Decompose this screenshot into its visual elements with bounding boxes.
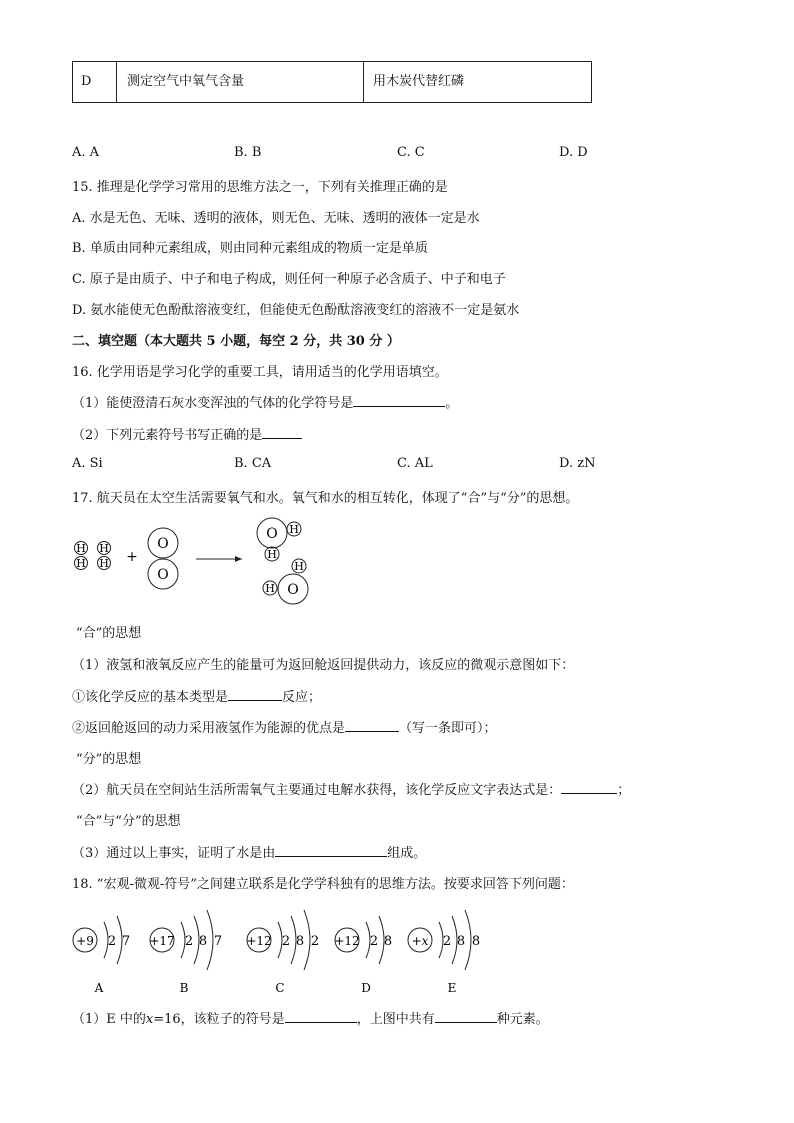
answer-blank[interactable] — [275, 844, 387, 857]
h-atom: H — [76, 557, 86, 570]
o-atom: O — [287, 582, 299, 598]
shell-electrons: 2 — [310, 934, 320, 949]
shell-electrons: 2 — [281, 934, 291, 949]
shell-electrons: 8 — [198, 934, 208, 949]
h-atom: H — [289, 523, 299, 536]
answer-blank[interactable] — [353, 394, 445, 407]
answer-blank[interactable] — [228, 688, 282, 701]
particle-b — [149, 910, 222, 995]
he-title: “合”的思想 — [76, 626, 142, 641]
table-cell-method: 用木炭代替红磷 — [373, 74, 465, 89]
hefen-title: “合”与“分”的思想 — [76, 814, 181, 829]
particle-c — [246, 910, 319, 995]
h-atom: H — [267, 548, 277, 561]
experiment-table-row — [72, 61, 592, 103]
reaction-arrow — [196, 556, 242, 562]
answer-blank[interactable] — [285, 1010, 357, 1023]
table-divider — [116, 62, 117, 102]
particle-label: D — [361, 981, 371, 995]
h-atom: H — [76, 542, 86, 555]
h-atom: H — [265, 582, 275, 595]
q16-stem: 16. 化学用语是学习化学的重要工具，请用适当的化学用语填空。 — [72, 365, 448, 380]
answer-blank[interactable] — [262, 426, 302, 439]
shell-electrons: 8 — [471, 934, 481, 949]
q17-stem: 17. 航天员在太空生活需要氧气和水。氧气和水的相互转化，体现了“合”与“分”的思想。 — [72, 491, 579, 506]
atomic-structure-diagrams — [66, 896, 506, 998]
answer-blank[interactable] — [435, 1010, 497, 1023]
q15-option-a: A. 水是无色、无味、透明的液体，则无色、无味、透明的液体一定是水 — [72, 211, 480, 226]
answer-blank[interactable] — [345, 719, 399, 732]
fen-title: “分”的思想 — [76, 752, 142, 767]
q16-option-b: B. CA — [234, 456, 272, 471]
table-cell-option: D — [81, 74, 92, 89]
q16-option-d: D. zN — [559, 456, 596, 471]
answer-blank[interactable] — [561, 781, 617, 794]
q16-part1: （1）能使澄清石灰水变浑浊的气体的化学符号是 。 — [72, 396, 459, 411]
q17-part2: （2）航天员在空间站生活所需氧气主要通过电解水获得，该化学反应文字表达式是： ； — [72, 783, 631, 798]
q17-part1: （1）液氢和液氧反应产生的能量可为返回舱返回提供动力，该反应的微观示意图如下： — [72, 658, 575, 673]
nucleus-charge: +17 — [149, 934, 175, 948]
particle-label: B — [179, 981, 189, 995]
particle-a — [73, 916, 130, 995]
q17-part1b: ②返回舱返回的动力采用液氢作为能源的优点是 （写一条即可）； — [72, 721, 497, 736]
shell-electrons: 8 — [383, 934, 393, 949]
particle-e — [408, 910, 480, 995]
shell-electrons: 2 — [184, 934, 194, 949]
q18-part1: （1）E 中的x=16，该粒子的符号是 ，上图中共有 种元素。 — [72, 1012, 549, 1027]
h-atom: H — [294, 560, 304, 573]
nucleus-charge: +x — [411, 934, 429, 948]
h-atom: H — [99, 557, 109, 570]
shell-electrons: 2 — [369, 934, 379, 949]
h-atom: H — [99, 542, 109, 555]
nucleus-charge: +9 — [76, 934, 94, 948]
q15-option-c: C. 原子是由质子、中子和电子构成，则任何一种原子必含质子、中子和电子 — [72, 272, 506, 287]
particle-label: A — [94, 981, 104, 995]
reaction-micro-diagram — [66, 512, 346, 610]
q16-option-a: A. Si — [72, 456, 103, 471]
q14-option-b: B. B — [234, 145, 262, 160]
o-atom: O — [266, 526, 278, 542]
particle-label: E — [447, 981, 457, 995]
shell-electrons: 8 — [295, 934, 305, 949]
shell-electrons: 2 — [107, 934, 117, 949]
q14-option-a: A. A — [72, 145, 100, 160]
q15-option-b: B. 单质由同种元素组成，则由同种元素组成的物质一定是单质 — [72, 241, 428, 256]
nucleus-charge: +12 — [246, 934, 272, 948]
q18-stem: 18. “宏观-微观-符号”之间建立联系是化学学科独有的思维方法。按要求回答下列问题： — [72, 877, 574, 892]
shell-electrons: 7 — [213, 934, 223, 949]
q17-part1a: ①该化学反应的基本类型是 反应； — [72, 690, 322, 705]
q16-part2: （2）下列元素符号书写正确的是 — [72, 424, 302, 443]
q15-stem: 15. 推理是化学学习常用的思维方法之一，下列有关推理正确的是 — [72, 180, 448, 195]
shell-electrons: 2 — [442, 934, 452, 949]
shell-electrons: 7 — [121, 934, 131, 949]
particle-d — [334, 916, 392, 995]
o-atom: O — [157, 536, 169, 552]
o-atom: O — [157, 567, 169, 583]
plus-sign: + — [126, 549, 138, 565]
q17-part3: （3）通过以上事实，证明了水是由 组成。 — [72, 846, 427, 861]
table-cell-experiment: 测定空气中氧气含量 — [127, 74, 245, 89]
q14-option-d: D. D — [559, 145, 588, 160]
table-divider — [363, 62, 364, 102]
nucleus-charge: +12 — [334, 934, 360, 948]
shell-electrons: 8 — [456, 934, 466, 949]
q16-option-c: C. AL — [397, 456, 433, 471]
section-title: 二、填空题（本大题共 5 小题，每空 2 分，共 30 分 ） — [72, 334, 400, 349]
q15-option-d: D. 氨水能使无色酚酞溶液变红，但能使无色酚酞溶液变红的溶液不一定是氨水 — [72, 303, 520, 318]
particle-label: C — [275, 981, 285, 995]
q14-option-c: C. C — [397, 145, 425, 160]
